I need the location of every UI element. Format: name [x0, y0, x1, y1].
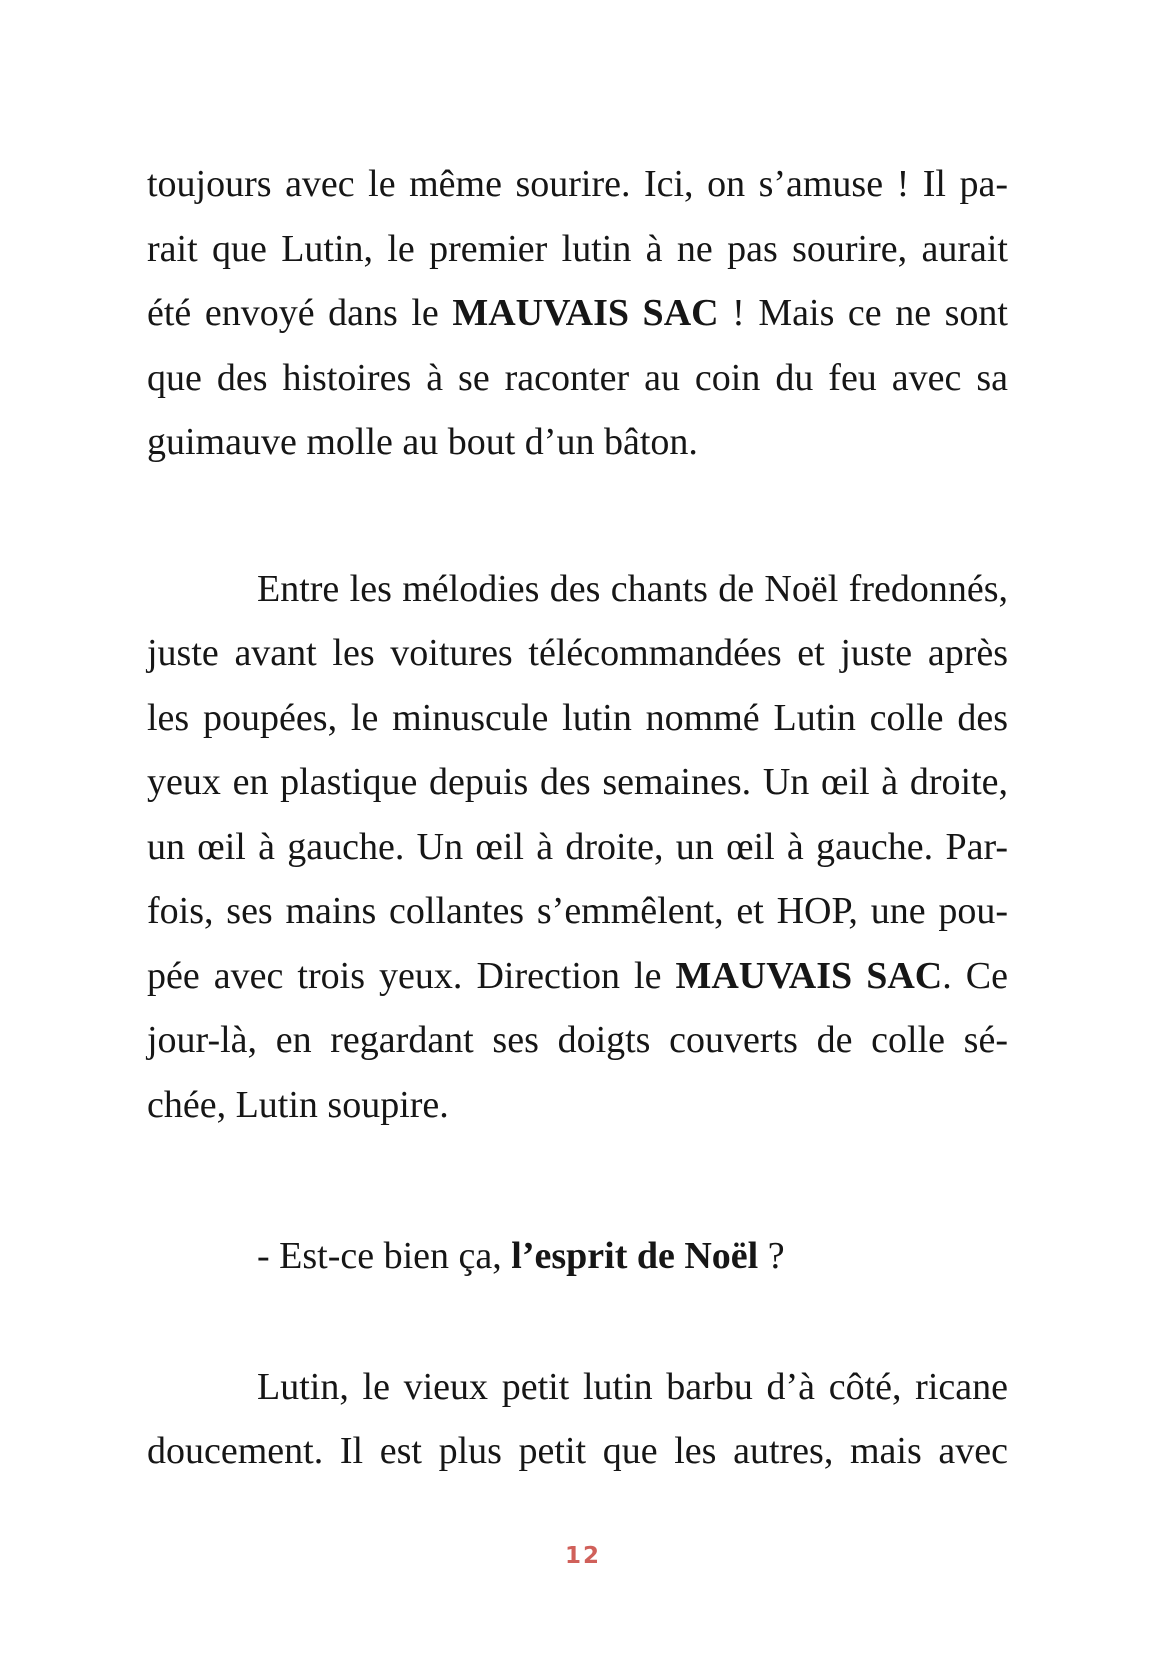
text-segment: les poupées, le minuscule lutin nommé Lutin colle des	[147, 696, 1008, 739]
text-line	[147, 686, 1008, 751]
text-segment: chée, Lutin soupire.	[147, 1083, 449, 1126]
text-segment: fois, ses mains collantes s’emmêlent, et HOP, une pou-	[147, 890, 1008, 932]
text-line	[147, 217, 1008, 282]
page-number: 12	[564, 1543, 601, 1569]
text-line	[147, 1008, 1008, 1073]
text-line	[147, 410, 1008, 475]
paragraph	[147, 557, 1008, 1138]
text-segment: doucement. Il est plus petit que les autres, mais avec	[147, 1430, 1008, 1472]
text-line	[147, 944, 1008, 1009]
text-segment: toujours avec le même sourire. Ici, on s’amuse ! Il pa-	[147, 163, 1008, 205]
text-line	[147, 750, 1008, 815]
text-line	[147, 152, 1008, 217]
bold-text-segment: MAUVAIS SAC	[452, 292, 719, 334]
paragraph	[147, 1224, 1008, 1289]
text-segment: guimauve molle au bout d’un bâton.	[147, 421, 698, 463]
text-segment: juste avant les voitures télécommandées et juste après	[147, 632, 1008, 674]
paragraph	[147, 152, 1008, 475]
bold-text-segment: MAUVAIS SAC	[675, 954, 943, 997]
text-segment: Lutin, le vieux petit lutin barbu d’à côté, ricane	[257, 1365, 1008, 1408]
text-line	[147, 879, 1008, 944]
text-line	[147, 1419, 1008, 1484]
text-segment: - Est-ce bien ça,	[257, 1235, 512, 1277]
text-line	[147, 281, 1008, 346]
text-segment: été envoyé dans le	[147, 292, 453, 334]
text-line	[147, 346, 1008, 411]
text-line	[147, 815, 1008, 880]
text-segment: pée avec trois yeux. Direction le	[147, 954, 676, 997]
text-block	[147, 152, 1008, 1484]
text-segment: ?	[758, 1235, 785, 1277]
text-segment: . Ce	[942, 954, 1008, 997]
text-segment: que des histoires à se raconter au coin du feu avec sa	[147, 356, 1008, 399]
text-line	[147, 621, 1008, 686]
bold-text-segment: l’esprit de Noël	[511, 1235, 759, 1277]
text-line	[147, 1224, 1008, 1289]
text-line	[147, 1073, 1008, 1138]
paragraph	[147, 1355, 1008, 1484]
text-line	[147, 557, 1008, 622]
text-segment: yeux en plastique depuis des semaines. Un œil à droite,	[147, 761, 1008, 803]
text-segment: un œil à gauche. Un œil à droite, un œil à gauche. Par-	[147, 825, 1008, 868]
text-segment: jour-là, en regardant ses doigts couverts de colle sé-	[147, 1019, 1008, 1061]
text-segment: Entre les mélodies des chants de Noël fredonnés,	[257, 567, 1008, 610]
text-segment: rait que Lutin, le premier lutin à ne pas sourire, aurait	[147, 227, 1008, 270]
text-segment: ! Mais ce ne sont	[718, 292, 1008, 334]
text-line	[147, 1355, 1008, 1420]
